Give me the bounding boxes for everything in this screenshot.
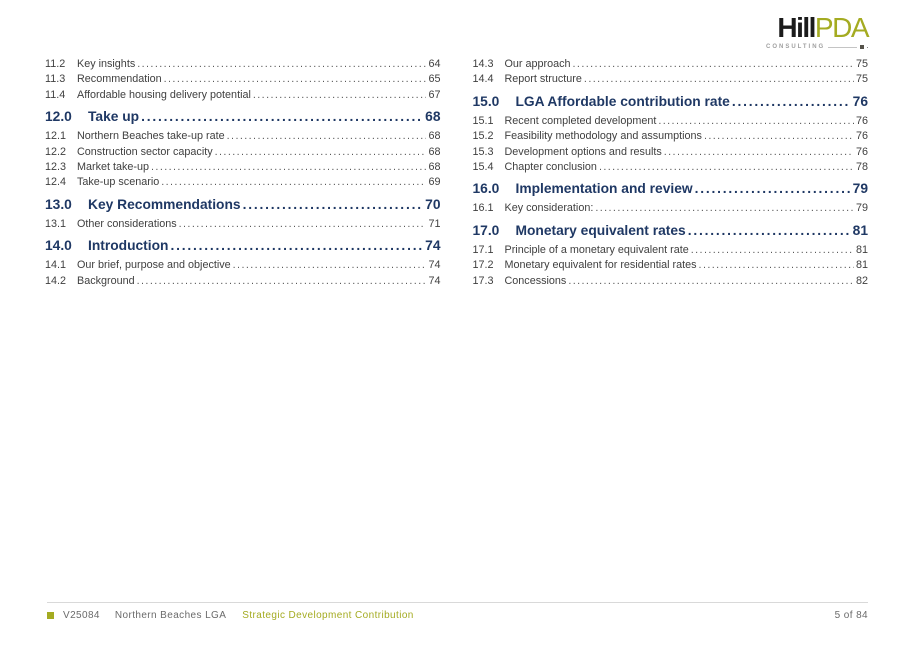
toc-heading-title: Implementation and review xyxy=(515,181,693,197)
toc-sub-number: 14.1 xyxy=(45,259,67,272)
toc-dot-leader xyxy=(164,72,427,87)
toc-dot-leader xyxy=(595,201,854,216)
toc-heading-title: Introduction xyxy=(88,238,169,254)
toc-sub-page-number: 65 xyxy=(428,73,441,86)
toc-dot-leader xyxy=(161,175,426,190)
toc-sub-page-number: 76 xyxy=(855,145,868,158)
toc-dot-leader xyxy=(704,129,854,144)
toc-dot-leader xyxy=(658,114,854,129)
toc-sub-row[interactable] xyxy=(45,175,441,190)
toc-sub-number: 14.3 xyxy=(472,58,494,70)
toc-heading-page-number: 81 xyxy=(852,222,868,238)
toc-sub-title: Key consideration: xyxy=(504,202,594,215)
toc-heading-page-number: 74 xyxy=(425,238,441,254)
toc-sub-row[interactable] xyxy=(45,72,441,87)
toc-dot-leader xyxy=(253,88,427,103)
toc-sub-title: Northern Beaches take-up rate xyxy=(77,130,225,143)
toc-sub-page-number: 69 xyxy=(428,176,441,189)
toc-heading-number: 16.0 xyxy=(472,181,500,197)
logo-pda-text: PDA xyxy=(814,12,868,43)
toc-dot-leader xyxy=(568,274,854,289)
toc-sub-number: 15.1 xyxy=(472,114,494,127)
toc-sub-page-number: 74 xyxy=(428,259,441,272)
footer-report-title: Strategic Development Contribution xyxy=(242,610,414,621)
toc-sub-number: 12.3 xyxy=(45,161,67,174)
toc-sub-number: 17.1 xyxy=(472,243,494,256)
toc-heading-row[interactable] xyxy=(45,236,441,255)
toc-sub-row[interactable] xyxy=(45,274,441,289)
toc-dot-leader xyxy=(599,160,854,175)
logo-tagline-text: CONSULTING xyxy=(766,44,826,50)
footer-page-indicator: 5 of 84 xyxy=(834,610,868,621)
toc-sub-page-number: 67 xyxy=(428,88,441,101)
toc-heading-title: LGA Affordable contribution rate xyxy=(515,93,730,109)
toc-sub-row[interactable] xyxy=(45,88,441,103)
footer-square-icon xyxy=(47,612,54,619)
toc-sub-title: Affordable housing delivery potential xyxy=(77,88,251,101)
toc-dot-leader xyxy=(688,221,851,240)
toc-sub-title: Principle of a monetary equivalent rate xyxy=(504,243,689,256)
toc-sub-row[interactable] xyxy=(473,201,869,216)
toc-sub-number: 12.2 xyxy=(45,145,67,158)
toc-sub-number: 11.2 xyxy=(45,58,66,70)
toc-sub-title: Recommendation xyxy=(77,73,162,86)
toc-sub-row[interactable] xyxy=(45,129,441,144)
table-of-contents xyxy=(45,57,868,289)
toc-sub-page-number: 74 xyxy=(428,274,441,287)
toc-sub-title: Recent completed development xyxy=(504,114,657,127)
toc-sub-title: Take-up scenario xyxy=(77,176,160,189)
toc-dot-leader xyxy=(573,57,854,72)
toc-heading-number: 15.0 xyxy=(472,93,500,109)
toc-sub-number: 14.2 xyxy=(45,274,67,287)
toc-sub-title: Our approach xyxy=(504,58,571,70)
toc-sub-number: 17.3 xyxy=(472,274,494,287)
toc-sub-row[interactable] xyxy=(473,72,869,87)
toc-dot-leader xyxy=(151,160,426,175)
toc-sub-row[interactable] xyxy=(45,258,441,273)
toc-sub-row[interactable] xyxy=(45,217,441,232)
toc-sub-row[interactable] xyxy=(45,160,441,175)
toc-heading-page-number: 68 xyxy=(425,109,441,125)
toc-dot-leader xyxy=(732,92,851,111)
toc-heading-title: Key Recommendations xyxy=(88,196,241,212)
toc-heading-number: 13.0 xyxy=(45,196,72,212)
toc-sub-title: Feasibility methodology and assumptions xyxy=(504,130,702,143)
toc-sub-title: Development options and results xyxy=(504,145,662,158)
toc-dot-leader xyxy=(137,57,426,72)
logo-dot-icon xyxy=(867,47,868,48)
logo-square-icon xyxy=(860,45,864,49)
toc-sub-page-number: 78 xyxy=(855,161,868,174)
toc-heading-row[interactable] xyxy=(473,221,869,240)
toc-sub-number: 11.4 xyxy=(45,88,66,101)
logo-wordmark xyxy=(766,13,868,43)
toc-dot-leader xyxy=(695,179,851,198)
toc-sub-number: 12.1 xyxy=(45,130,67,143)
toc-heading-title: Take up xyxy=(88,109,140,125)
toc-sub-row[interactable] xyxy=(473,57,869,72)
toc-sub-number: 16.1 xyxy=(472,202,494,215)
toc-dot-leader xyxy=(691,243,854,258)
toc-dot-leader xyxy=(215,145,427,160)
toc-heading-row[interactable] xyxy=(45,195,441,214)
company-logo xyxy=(766,13,868,50)
toc-heading-number: 14.0 xyxy=(45,238,72,254)
toc-sub-number: 17.2 xyxy=(472,259,494,272)
toc-heading-page-number: 79 xyxy=(852,181,868,197)
toc-sub-row[interactable] xyxy=(473,145,869,160)
toc-sub-page-number: 75 xyxy=(855,58,868,70)
footer-client-name: Northern Beaches LGA xyxy=(114,610,227,621)
toc-dot-leader xyxy=(137,274,427,289)
toc-dot-leader xyxy=(170,236,423,255)
toc-sub-number: 11.3 xyxy=(45,73,66,86)
toc-sub-page-number: 82 xyxy=(855,274,868,287)
toc-sub-title: Concessions xyxy=(504,274,567,287)
toc-dot-leader xyxy=(233,258,427,273)
toc-sub-page-number: 71 xyxy=(428,217,441,230)
toc-sub-title: Market take-up xyxy=(77,161,150,174)
toc-sub-page-number: 68 xyxy=(428,161,441,174)
toc-sub-page-number: 76 xyxy=(855,114,868,127)
toc-sub-title: Chapter conclusion xyxy=(504,161,597,174)
toc-sub-row[interactable] xyxy=(45,57,441,72)
logo-tagline-rule xyxy=(828,47,857,48)
toc-sub-number: 15.2 xyxy=(472,130,494,143)
toc-column-left xyxy=(45,57,441,289)
toc-heading-number: 12.0 xyxy=(45,109,72,125)
logo-tagline xyxy=(766,44,868,50)
toc-sub-title: Construction sector capacity xyxy=(77,145,213,158)
toc-dot-leader xyxy=(227,129,427,144)
toc-column-right xyxy=(473,57,869,289)
toc-heading-row[interactable] xyxy=(473,92,869,111)
toc-sub-row[interactable] xyxy=(473,258,869,273)
page-footer xyxy=(47,610,868,621)
toc-sub-page-number: 81 xyxy=(855,243,868,256)
toc-sub-number: 15.4 xyxy=(472,161,494,174)
toc-sub-number: 12.4 xyxy=(45,176,67,189)
toc-heading-number: 17.0 xyxy=(472,222,500,238)
toc-sub-title: Our brief, purpose and objective xyxy=(77,259,231,272)
toc-sub-page-number: 68 xyxy=(428,145,441,158)
toc-sub-page-number: 79 xyxy=(855,202,868,215)
toc-sub-number: 14.4 xyxy=(472,73,494,86)
toc-heading-page-number: 76 xyxy=(852,93,868,109)
toc-heading-row[interactable] xyxy=(45,107,441,126)
toc-sub-row[interactable] xyxy=(473,274,869,289)
toc-heading-row[interactable] xyxy=(473,179,869,198)
toc-sub-row[interactable] xyxy=(473,114,869,129)
toc-sub-row[interactable] xyxy=(473,243,869,258)
footer-divider xyxy=(47,602,868,603)
toc-sub-title: Background xyxy=(77,274,135,287)
footer-project-code: V25084 xyxy=(63,610,100,621)
toc-sub-row[interactable] xyxy=(473,129,869,144)
toc-sub-number: 13.1 xyxy=(45,217,67,230)
toc-sub-page-number: 81 xyxy=(855,259,868,272)
logo-hill-text: Hill xyxy=(777,12,815,43)
toc-sub-row[interactable] xyxy=(45,145,441,160)
toc-sub-page-number: 64 xyxy=(428,58,441,70)
toc-sub-title: Other considerations xyxy=(77,217,177,230)
toc-sub-page-number: 68 xyxy=(428,130,441,143)
toc-dot-leader xyxy=(243,195,424,214)
toc-dot-leader xyxy=(584,72,854,87)
toc-dot-leader xyxy=(179,217,427,232)
toc-heading-page-number: 70 xyxy=(425,196,441,212)
toc-sub-title: Key insights xyxy=(77,58,136,70)
toc-sub-page-number: 76 xyxy=(855,130,868,143)
toc-dot-leader xyxy=(141,107,423,126)
toc-dot-leader xyxy=(699,258,854,273)
toc-sub-row[interactable] xyxy=(473,160,869,175)
toc-sub-title: Monetary equivalent for residential rates xyxy=(504,259,697,272)
toc-dot-leader xyxy=(664,145,854,160)
toc-heading-title: Monetary equivalent rates xyxy=(515,222,686,238)
toc-sub-number: 15.3 xyxy=(472,145,494,158)
toc-sub-page-number: 75 xyxy=(855,73,868,86)
toc-sub-title: Report structure xyxy=(504,73,582,86)
